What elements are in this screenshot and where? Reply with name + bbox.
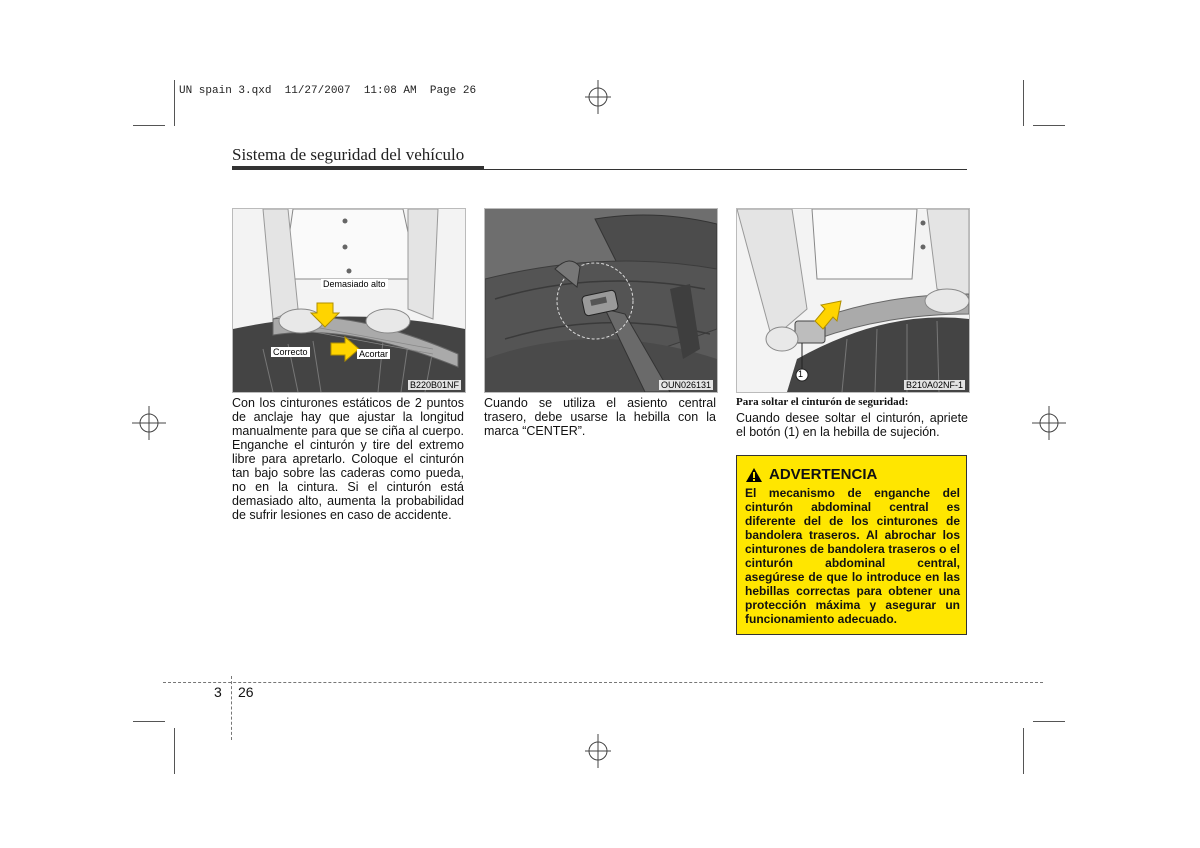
warning-title: ADVERTENCIA (769, 466, 878, 483)
right-column-text: Cuando desee soltar el cinturón, apriete el botón (1) en la hebilla de sujeción. (736, 411, 968, 439)
page-number: 26 (238, 684, 254, 700)
release-subheading: Para soltar el cinturón de seguridad: (736, 396, 909, 408)
lap-belt-illustration (233, 209, 465, 392)
chapter-number: 3 (214, 684, 222, 700)
belt-release-illustration (737, 209, 969, 392)
warning-header (745, 466, 877, 483)
callout-too-high: Demasiado alto (323, 279, 386, 289)
footer-rule (163, 682, 1043, 683)
printer-slug: UN spain 3.qxd 11/27/2007 11:08 AM Page 26 (179, 85, 477, 97)
figure-code: B210A02NF-1 (905, 380, 963, 390)
figure-code: B220B01NF (409, 380, 459, 390)
callout-correct: Correcto (273, 347, 308, 357)
section-title: Sistema de seguridad del vehículo (232, 145, 465, 164)
figure-center-buckle (484, 208, 718, 393)
callout-shorten: Acortar (359, 349, 389, 359)
left-column-text: Con los cinturones estáticos de 2 puntos de anclaje hay que ajustar la longitud manualmente para que se ciña al cuerpo. Enganche el cinturón y tire del extremo libre para apretarlo. Coloque el cinturón tan bajo sobre las caderas como pueda, no en la cintura. Si el cinturón está demasiado alto, aumenta la probabilidad de sufrir lesiones en caso de accidente. (232, 396, 464, 522)
figure-release-belt (736, 208, 970, 393)
figure-lap-belt-adjust (232, 208, 466, 393)
footer-divider (231, 676, 232, 740)
rear-seat-buckle-illustration (485, 209, 717, 392)
warning-triangle-icon (745, 467, 763, 483)
callout-button-1: 1 (798, 369, 804, 379)
warning-text: El mecanismo de enganche del cinturón abdominal central es diferente del de los cinturones de bandolera traseros. Al abrochar los cinturones de bandolera traseros o el cinturón abdominal central, asegúrese de que lo introduce en las hebillas correctas para obtener una protección máxima y asegurar un funcionamiento adecuado. (745, 486, 960, 626)
figure-code: OUN026131 (660, 380, 711, 390)
header-rule-accent (232, 166, 484, 170)
warning-box (736, 455, 967, 635)
middle-column-text: Cuando se utiliza el asiento central trasero, debe usarse la hebilla con la marca “CENTER”. (484, 396, 716, 438)
